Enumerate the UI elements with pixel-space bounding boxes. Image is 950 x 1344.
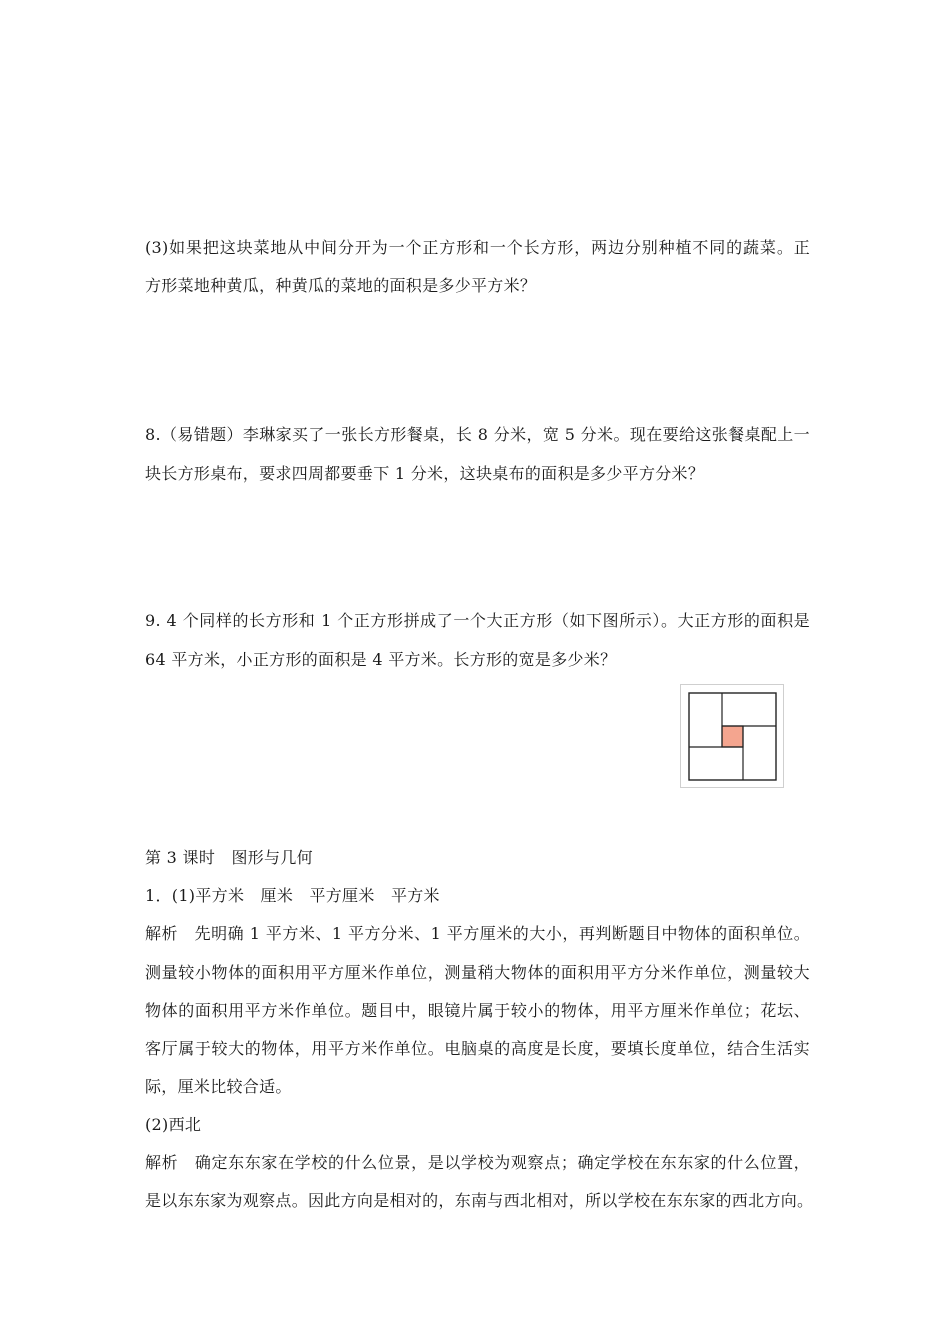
pinwheel-diagram [680,684,784,788]
q8-line1: 8.（易错题）李琳家买了一张长方形餐桌，长 8 分米，宽 5 分米。现在要给这张餐桌配上一 [145,425,810,444]
answer-1-part1-analysis-line: 客厅属于较大的物体，用平方米作单位。电脑桌的高度是长度，要填长度单位，结合生活实 [145,1039,810,1058]
answer-1-part1-analysis-line: 物体的面积用平方米作单位。题目中，眼镜片属于较小的物体，用平方厘米作单位；花坛、 [145,1001,810,1020]
pinwheel-square-figure [680,684,784,788]
answer-1-part1-analysis-line: 测量较小物体的面积用平方厘米作单位，测量稍大物体的面积用平方分米作单位，测量较大 [145,963,810,982]
answer-1-part1: 1．(1)平方米 厘米 平方厘米 平方米 [145,886,440,905]
answer-1-part2: (2)西北 [145,1115,202,1134]
answers-section-title: 第 3 课时 图形与几何 [145,848,313,867]
q8-line2: 块长方形桌布，要求四周都要垂下 1 分米，这块桌布的面积是多少平方分米？ [145,464,705,483]
small-square [722,726,743,747]
q9-line1: 9. 4 个同样的长方形和 1 个正方形拼成了一个大正方形（如下图所示）。大正方形的面积是 [145,611,810,630]
q7-part3-line2: 方形菜地种黄瓜，种黄瓜的菜地的面积是多少平方米？ [145,276,537,295]
q7-part3-line1: (3)如果把这块菜地从中间分开为一个正方形和一个长方形，两边分别种植不同的蔬菜。正 [145,238,810,257]
answer-1-part1-analysis-line: 际，厘米比较合适。 [145,1077,292,1096]
answer-1-part1-analysis-line: 解析 先明确 1 平方米、1 平方分米、1 平方厘米的大小，再判断题目中物体的面积单位。 [145,924,810,943]
answer-1-part2-analysis-line: 解析 确定东东家在学校的什么位景，是以学校为观察点；确定学校在东东家的什么位置， [145,1153,810,1172]
q9-line2: 64 平方米，小正方形的面积是 4 平方米。长方形的宽是多少米？ [145,650,617,669]
answer-1-part2-analysis-line: 是以东东家为观察点。因此方向是相对的，东南与西北相对，所以学校在东东家的西北方向。 [145,1191,814,1210]
